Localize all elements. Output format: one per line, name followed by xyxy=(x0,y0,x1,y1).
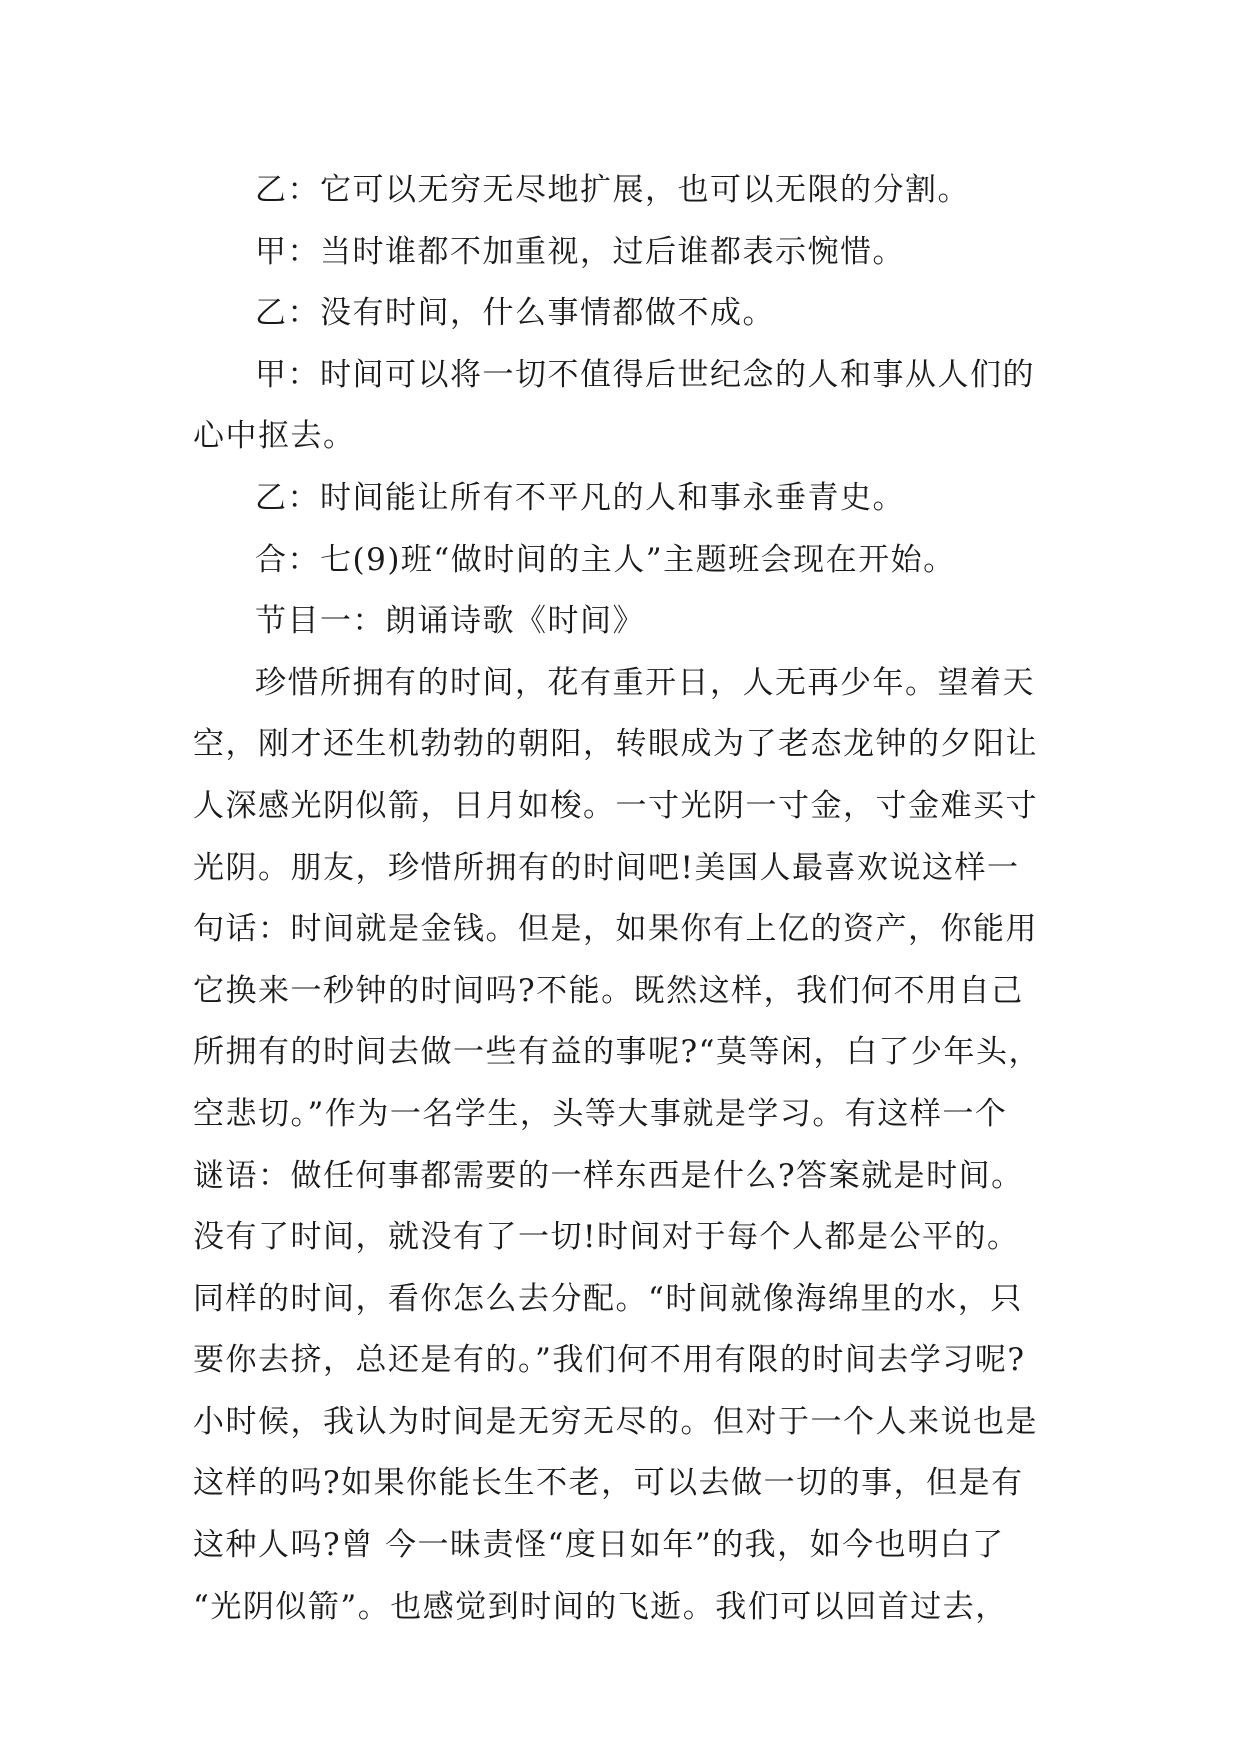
text-line: 这样的吗?如果你能长生不老，可以去做一切的事，但是有 xyxy=(193,1465,1024,1502)
text-line: 所拥有的时间去做一些有益的事呢?“莫等闲，白了少年头， xyxy=(193,1034,1041,1071)
text-line: 要你去挤，总还是有的。”我们何不用有限的时间去学习呢? xyxy=(193,1342,1026,1379)
text-line: 句话：时间就是金钱。但是，如果你有上亿的资产，你能用 xyxy=(193,911,1038,948)
text-line: 珍惜所拥有的时间，花有重开日，人无再少年。望着天 xyxy=(255,664,1035,701)
text-line: 空悲切。”作为一名学生，头等大事就是学习。有这样一个 xyxy=(193,1095,1008,1132)
text-line: “光阴似箭”。也感觉到时间的飞逝。我们可以回首过去， xyxy=(193,1588,1008,1625)
text-line: 乙：时间能让所有不平凡的人和事永垂青史。 xyxy=(255,479,905,516)
text-line: 人深感光阴似箭，日月如梭。一寸光阴一寸金，寸金难买寸 xyxy=(193,787,1038,824)
text-line: 节目一：朗诵诗歌《时间》 xyxy=(255,603,645,640)
text-line: 这种人吗?曾 今一昧责怪“度日如年”的我，如今也明白了 xyxy=(193,1527,1005,1564)
text-line: 它换来一秒钟的时间吗?不能。既然这样，我们何不用自己 xyxy=(193,972,1024,1009)
text-line: 甲：时间可以将一切不值得后世纪念的人和事从人们的 xyxy=(255,356,1035,393)
text-line: 空，刚才还生机勃勃的朝阳，转眼成为了老态龙钟的夕阳让 xyxy=(193,726,1038,763)
text-line: 没有了时间，就没有了一切!时间对于每个人都是公平的。 xyxy=(193,1219,1020,1256)
text-line: 光阴。朋友，珍惜所拥有的时间吧!美国人最喜欢说这样一 xyxy=(193,849,1020,886)
text-line: 合：七(9)班“做时间的主人”主题班会现在开始。 xyxy=(255,541,956,578)
text-line: 小时候，我认为时间是无穷无尽的。但对于一个人来说也是 xyxy=(193,1403,1038,1440)
document-body xyxy=(193,160,1055,1638)
text-line: 心中抠去。 xyxy=(193,418,356,455)
text-line: 谜语：做任何事都需要的一样东西是什么?答案就是时间。 xyxy=(193,1157,1024,1194)
text-line: 同样的时间，看你怎么去分配。“时间就像海绵里的水，只 xyxy=(193,1280,1023,1317)
text-line: 甲：当时谁都不加重视，过后谁都表示惋惜。 xyxy=(255,233,905,270)
text-line: 乙：没有时间，什么事情都做不成。 xyxy=(255,295,775,332)
text-line: 乙：它可以无穷无尽地扩展，也可以无限的分割。 xyxy=(255,172,970,208)
